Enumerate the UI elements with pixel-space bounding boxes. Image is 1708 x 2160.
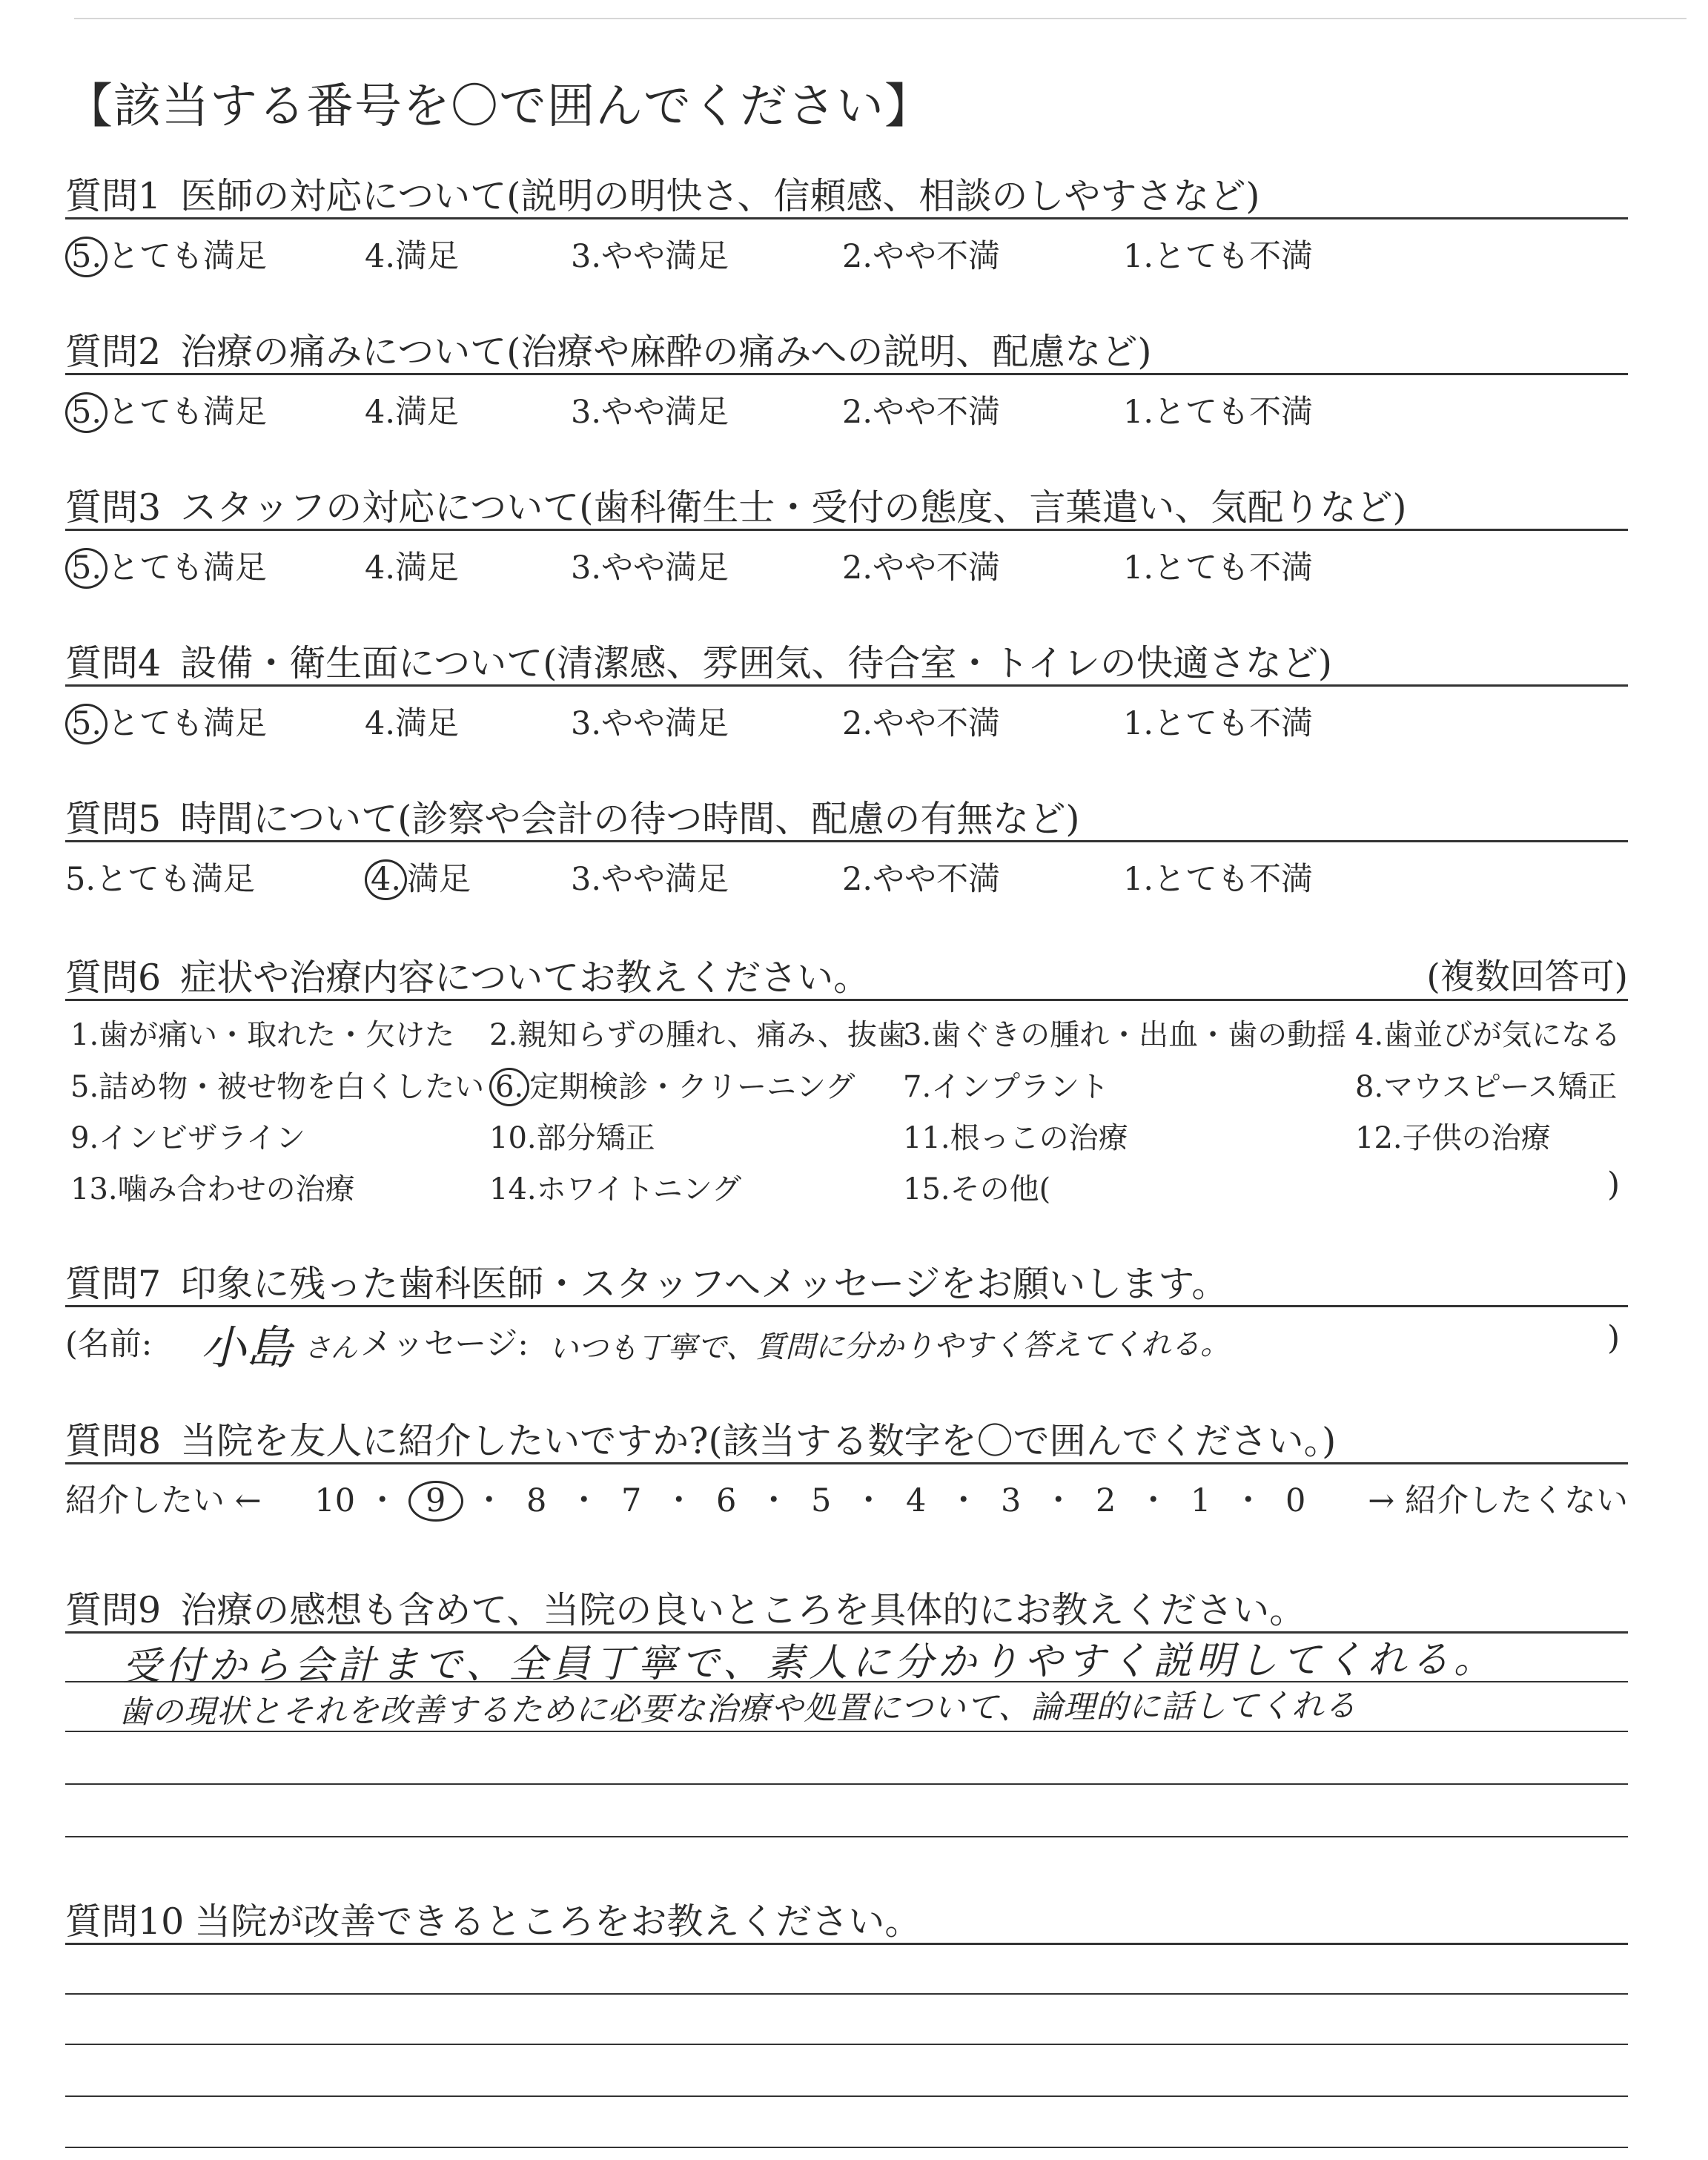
q6-option: [1355, 1063, 1617, 1106]
scale-number: 1: [1191, 1482, 1211, 1519]
q7-rule: [65, 1305, 1628, 1307]
option-number: 11.: [903, 1121, 950, 1155]
option-label: とても満足: [107, 549, 268, 587]
q6-option: [70, 1114, 305, 1157]
option-label: とても不満: [1153, 861, 1314, 898]
recommend-scale: [65, 1476, 1628, 1521]
scale-separator: ・: [366, 1482, 399, 1519]
q7-message-value: いつも丁寧で、質問に分かりやすく答えてくれる。: [548, 1327, 1231, 1367]
q8-rule: [65, 1462, 1628, 1464]
q9-answer-2: 歯の現状とそれを改善するために必要な治療や処置について、論理的に話してくれる: [118, 1687, 1357, 1731]
q5-number: 質問5: [65, 798, 162, 840]
option-label: 定期検診・クリーニング: [529, 1070, 855, 1104]
q6-option: [489, 1114, 655, 1157]
q6-option: [903, 1063, 1109, 1106]
option-label: とても不満: [1153, 238, 1314, 275]
scale-separator: ・: [1042, 1482, 1075, 1519]
q1-text: 医師の対応について(説明の明快さ、信頼感、相談のしやすさなど): [180, 175, 1260, 217]
scale-separator: ・: [1137, 1482, 1170, 1519]
q2-text: 治療の痛みについて(治療や麻酔の痛みへの説明、配慮など): [180, 331, 1152, 373]
q7-name-value: 小島: [200, 1321, 293, 1375]
q10-answer-line-1: [65, 1993, 1628, 1995]
option-number: 3.: [903, 1018, 932, 1052]
q2-option: [1123, 387, 1313, 432]
option-label: とても満足: [107, 394, 268, 431]
scale-separator: ・: [663, 1482, 695, 1519]
scale-right-label: → 紹介したくない: [1368, 1482, 1628, 1519]
option-label: 歯が痛い・取れた・欠けた: [99, 1018, 455, 1052]
option-number: 15.: [903, 1172, 950, 1206]
q7-title: [65, 1255, 1228, 1307]
option-label: やや不満: [873, 238, 1001, 275]
scale-number: 5: [811, 1482, 832, 1519]
option-label: とても満足: [96, 861, 256, 898]
page-top-edge: [74, 18, 1687, 19]
option-number: 2.: [842, 394, 873, 431]
scale-number: 3: [1001, 1482, 1022, 1519]
q3-text: スタッフの対応について(歯科衛生士・受付の態度、言葉遣い、気配りなど): [180, 486, 1407, 529]
q4-option: [65, 698, 267, 744]
q7-text: 印象に残った歯科医師・スタッフへメッセージをお願いします。: [180, 1263, 1228, 1305]
scale-separator: ・: [853, 1482, 885, 1519]
q8-number: 質問8: [65, 1420, 162, 1462]
option-number: 2.: [842, 705, 873, 742]
q6-option: [903, 1011, 1346, 1054]
q9-number: 質問9: [65, 1589, 162, 1631]
scale-number: 8: [526, 1482, 547, 1519]
option-label: やや不満: [873, 394, 1001, 431]
q1-number: 質問1: [65, 175, 162, 217]
q6-option: [70, 1166, 355, 1208]
q7-name-label: (名前:: [65, 1326, 153, 1363]
q6-option: [1355, 1114, 1551, 1157]
q4-option: [842, 698, 1000, 744]
q10-answer-line-4: [65, 2147, 1628, 2148]
q3-option: [365, 543, 459, 588]
q6-multiple-note: (複数回答可): [1426, 957, 1628, 997]
q5-text: 時間について(診察や会計の待つ時間、配慮の有無など): [180, 798, 1080, 840]
option-number: 5.: [65, 861, 96, 898]
selected-number-circle: 5.: [65, 704, 107, 744]
option-number: 1.: [1123, 549, 1154, 587]
option-label: やや不満: [873, 549, 1001, 587]
option-label: 満足: [395, 238, 460, 275]
option-number: 1.: [1123, 394, 1154, 431]
option-number: 3.: [571, 549, 602, 587]
q4-option: [1123, 698, 1313, 744]
q2-option: [571, 387, 729, 432]
option-number: 12.: [1355, 1121, 1403, 1155]
option-label: マウスピース矯正: [1383, 1070, 1618, 1104]
q1-option: [1123, 231, 1313, 277]
option-label: 部分矯正: [536, 1121, 655, 1155]
q5-rule: [65, 840, 1628, 842]
option-number: 9.: [70, 1121, 99, 1155]
q4-option: [365, 698, 459, 744]
option-number: 10.: [489, 1121, 537, 1155]
q3-number: 質問3: [65, 486, 162, 529]
scale-number: 6: [716, 1482, 737, 1519]
q3-option: [842, 543, 1000, 588]
scale-separator: ・: [1232, 1482, 1265, 1519]
q4-text: 設備・衛生面について(清潔感、雰囲気、待合室・トイレの快適さなど): [180, 642, 1332, 684]
option-number: 3.: [571, 861, 602, 898]
page-title: 【該当する番号を〇で囲んでください】: [65, 79, 933, 134]
option-number: 3.: [571, 238, 602, 275]
q6-option: [70, 1011, 454, 1054]
selected-number-circle: 5.: [65, 548, 107, 589]
option-number: 7.: [903, 1070, 932, 1104]
scale-number: 7: [621, 1482, 642, 1519]
scale-number: 0: [1285, 1482, 1306, 1519]
q6-rule: [65, 999, 1628, 1001]
q9-answer-line-4: [65, 1836, 1628, 1837]
q6-text: 症状や治療内容についてお教えください。: [180, 957, 870, 999]
option-label: 満足: [407, 861, 471, 898]
scale-separator: ・: [568, 1482, 600, 1519]
option-number: 13.: [70, 1172, 118, 1206]
q6-title: [65, 949, 870, 1001]
q3-option: [1123, 543, 1313, 588]
option-number: 1.: [70, 1018, 99, 1052]
option-number: 3.: [571, 394, 602, 431]
q2-number: 質問2: [65, 331, 162, 373]
q1-option: [65, 231, 267, 277]
q7-message-label: メッセージ:: [360, 1326, 529, 1363]
option-number: 2.: [842, 549, 873, 587]
option-label: 歯ぐきの腫れ・出血・歯の動揺: [931, 1018, 1347, 1052]
selected-number-circle: 6.: [489, 1068, 529, 1106]
q6-option: [70, 1063, 484, 1106]
option-label: やや満足: [601, 861, 729, 898]
option-number: 2.: [489, 1018, 518, 1052]
scale-number: 2: [1096, 1482, 1116, 1519]
q2-option: [65, 387, 267, 432]
q8-title: [65, 1413, 1336, 1464]
scale-left-label: 紹介したい ←: [65, 1482, 262, 1519]
q10-answer-line-3: [65, 2095, 1628, 2097]
selected-number-circle: 4.: [365, 859, 407, 900]
q6-number: 質問6: [65, 957, 162, 999]
q1-option: [365, 231, 459, 277]
option-number: 2.: [842, 238, 873, 275]
q9-title: [65, 1582, 1305, 1634]
option-label: 詰め物・被せ物を白くしたい: [99, 1070, 485, 1104]
scale-separator: ・: [473, 1482, 506, 1519]
q5-option: [571, 854, 729, 899]
q6-option: [903, 1166, 1050, 1208]
q4-number: 質問4: [65, 642, 162, 684]
q7-close-paren: ): [1607, 1319, 1621, 1357]
option-label: やや満足: [601, 705, 729, 742]
selected-scale-circle: 9: [408, 1481, 463, 1522]
option-label: 満足: [395, 394, 460, 431]
q9-answer-line-3: [65, 1783, 1628, 1785]
option-number: 8.: [1355, 1070, 1384, 1104]
q6-option: [1355, 1011, 1621, 1054]
option-label: インプラント: [931, 1070, 1110, 1104]
q3-title: [65, 479, 1406, 531]
q7-number: 質問7: [65, 1263, 162, 1305]
q5-option: [842, 854, 1000, 899]
option-number: 4.: [365, 238, 396, 275]
option-label: とても満足: [107, 238, 268, 275]
q6-option: [489, 1063, 855, 1106]
q4-option: [571, 698, 729, 744]
option-number: 3.: [571, 705, 602, 742]
option-label: やや満足: [601, 549, 729, 587]
option-label: 満足: [395, 549, 460, 587]
q3-rule: [65, 529, 1628, 531]
selected-number-circle: 5.: [65, 392, 107, 433]
scale-separator: ・: [758, 1482, 790, 1519]
q6-option: [489, 1166, 741, 1208]
option-label: インビザライン: [99, 1121, 305, 1155]
option-number: 4.: [365, 549, 396, 587]
q7-name-suffix: さん: [304, 1333, 358, 1364]
q2-title: [65, 323, 1151, 375]
q10-answer-line-2: [65, 2044, 1628, 2045]
option-number: 4.: [1355, 1018, 1384, 1052]
option-label: その他(: [950, 1172, 1051, 1206]
q4-title: [65, 635, 1332, 687]
q1-rule: [65, 217, 1628, 219]
q10-text: 当院が改善できるところをお教えください。: [194, 1900, 921, 1943]
option-label: ホワイトニング: [536, 1172, 742, 1206]
q5-option: [1123, 854, 1313, 899]
option-label: 歯並びが気になる: [1383, 1018, 1621, 1052]
option-label: 満足: [395, 705, 460, 742]
q6-other-close-paren: ): [1607, 1166, 1621, 1203]
q3-option: [571, 543, 729, 588]
selected-number-circle: 5.: [65, 237, 107, 277]
q6-option: [489, 1011, 907, 1054]
option-label: 根っこの治療: [950, 1121, 1128, 1155]
q1-title: [65, 168, 1260, 219]
option-label: 子供の治療: [1402, 1121, 1551, 1155]
q10-rule: [65, 1943, 1628, 1945]
q10-number: 質問10: [65, 1900, 185, 1943]
q2-rule: [65, 373, 1628, 375]
q8-text: 当院を友人に紹介したいですか?(該当する数字を〇で囲んでください。): [180, 1420, 1337, 1462]
option-label: とても不満: [1153, 705, 1314, 742]
q2-option: [842, 387, 1000, 432]
option-number: 1.: [1123, 238, 1154, 275]
option-label: 親知らずの腫れ、痛み、抜歯: [517, 1018, 907, 1052]
scale-separator: ・: [947, 1482, 980, 1519]
scale-number: 10: [314, 1482, 356, 1519]
option-label: やや満足: [601, 238, 729, 275]
q1-option: [571, 231, 729, 277]
option-number: 4.: [365, 394, 396, 431]
option-number: 2.: [842, 861, 873, 898]
q9-text: 治療の感想も含めて、当院の良いところを具体的にお教えください。: [180, 1589, 1306, 1631]
option-label: とても満足: [107, 705, 268, 742]
q10-title: [65, 1893, 921, 1945]
option-label: やや不満: [873, 861, 1001, 898]
q9-answer-1: 受付から会計まで、全員丁寧で、素人に分かりやすく説明してくれる。: [122, 1637, 1497, 1689]
option-label: とても不満: [1153, 549, 1314, 587]
option-number: 1.: [1123, 861, 1154, 898]
q4-rule: [65, 684, 1628, 687]
option-number: 5.: [70, 1070, 99, 1104]
q5-option: [365, 854, 471, 899]
option-number: 4.: [365, 705, 396, 742]
option-number: 14.: [489, 1172, 537, 1206]
option-label: とても不満: [1153, 394, 1314, 431]
option-label: やや不満: [873, 705, 1001, 742]
q1-option: [842, 231, 1000, 277]
option-number: 1.: [1123, 705, 1154, 742]
scale-number: 4: [906, 1482, 927, 1519]
q2-option: [365, 387, 459, 432]
q5-option: [65, 854, 255, 899]
q3-option: [65, 543, 267, 588]
q5-title: [65, 790, 1079, 842]
scale-items: [314, 1476, 1317, 1521]
option-label: やや満足: [601, 394, 729, 431]
q6-option: [903, 1114, 1128, 1157]
option-label: 噛み合わせの治療: [117, 1172, 355, 1206]
